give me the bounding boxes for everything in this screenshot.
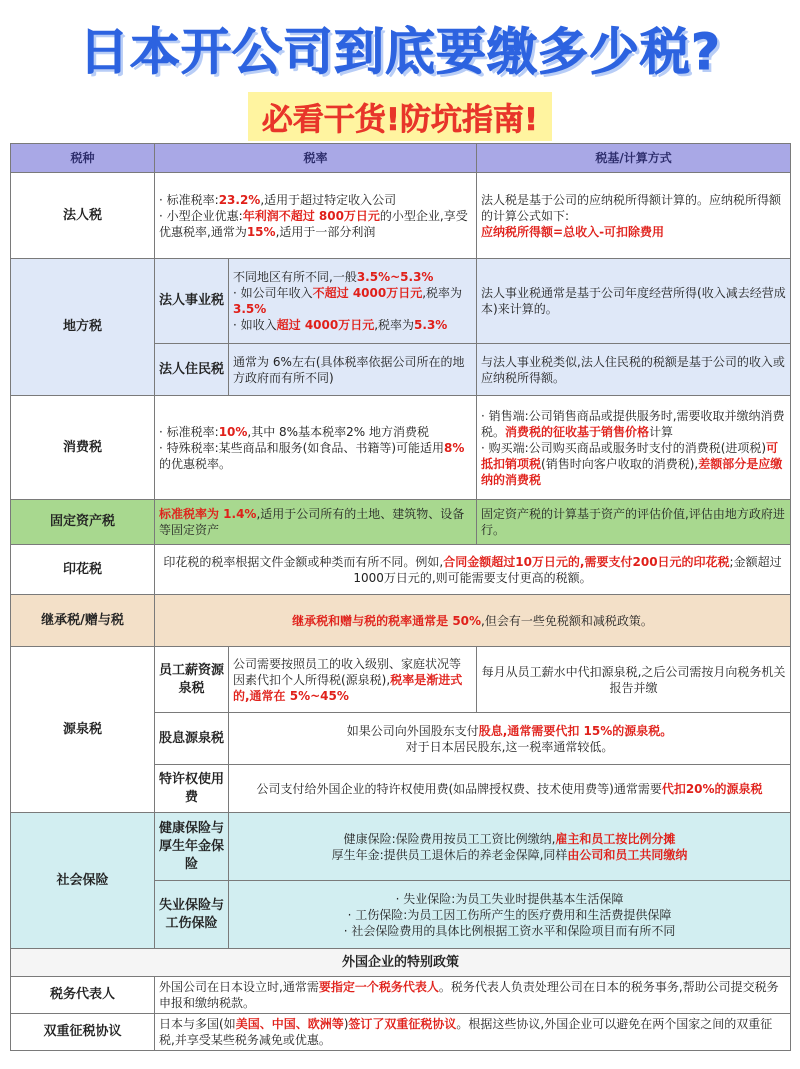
table-row [11,259,791,344]
tax-base: 法人税是基于公司的应纳税所得额计算的。应纳税所得额的计算公式如下: 应纳税所得额=总收入-可扣除费用 [477,173,791,259]
sub-tax-name: 失业保险与工伤保险 [155,881,229,949]
tax-name: 固定资产税 [11,500,155,545]
sub-tax-name: 特许权使用费 [155,765,229,813]
table-row [11,813,791,881]
tax-rate: · 标准税率:23.2%,适用于超过特定收入公司 · 小型企业优惠:年利润不超过 800万日元的小型企业,享受优惠税率,通常为15%,适用于一部分利润 [155,173,477,259]
tax-name: 源泉税 [11,647,155,813]
table-row [11,545,791,595]
tax-detail: 继承税和赠与税的税率通常是 50%,但会有一些免税额和减税政策。 [155,595,791,647]
table-row [11,396,791,500]
tax-detail: 如果公司向外国股东支付股息,通常需要代扣 15%的源泉税。 对于日本居民股东,这一税率通常较低。 [229,713,791,765]
table-row [11,647,791,713]
sub-tax-name: 员工薪资源泉税 [155,647,229,713]
header [0,0,800,143]
sub-tax-name: 法人事业税 [155,259,229,344]
tax-name: 继承税/赠与税 [11,595,155,647]
tax-rate: 不同地区有所不同,一般3.5%~5.3% · 如公司年收入不超过 4000万日元,税率为3.5% · 如收入超过 4000万日元,税率为5.3% [229,259,477,344]
table-row [11,173,791,259]
table-row [11,1014,791,1051]
section-title: 外国企业的特别政策 [11,949,791,977]
tax-rate: 公司需要按照员工的收入级别、家庭状况等因素代扣个人所得税(源泉税),税率是渐进式的,通常在 5%~45% [229,647,477,713]
page-title: 日本开公司到底要缴多少税? [78,23,721,81]
col-base: 税基/计算方式 [477,144,791,173]
tax-detail: 印花税的税率根据文件金额或种类而有所不同。例如,合同金额超过10万日元的,需要支付200日元的印花税;金额超过 1000万日元的,则可能需要支付更高的税额。 [155,545,791,595]
tax-detail: · 失业保险:为员工失业时提供基本生活保障 · 工伤保险:为员工因工伤所产生的医疗费用和生活费提供保障 · 社会保险费用的具体比例根据工资水平和保险项目而有所不同 [229,881,791,949]
tax-base: 固定资产税的计算基于资产的评估价值,评估由地方政府进行。 [477,500,791,545]
tax-base: · 销售端:公司销售商品或提供服务时,需要收取并缴纳消费税。消费税的征收基于销售价格计算 · 购买端:公司购买商品或服务时支付的消费税(进项税)可抵扣销项税(销售时向客户收取的消费税),差额部分是应缴纳的消费税 [477,396,791,500]
tax-name: 消费税 [11,396,155,500]
tax-base: 法人事业税通常是基于公司年度经营所得(收入减去经营成本)来计算的。 [477,259,791,344]
tax-detail: 公司支付给外国企业的特许权使用费(如品牌授权费、技术使用费等)通常需要代扣20%的源泉税 [229,765,791,813]
tax-name: 税务代表人 [11,977,155,1014]
tax-detail: 外国公司在日本设立时,通常需要指定一个税务代表人。税务代表人负责处理公司在日本的税务事务,帮助公司提交税务申报和缴纳税款。 [155,977,791,1014]
sub-tax-name: 法人住民税 [155,344,229,396]
table-row [11,595,791,647]
tax-name: 印花税 [11,545,155,595]
tax-rate: · 标准税率:10%,其中 8%基本税率2% 地方消费税 · 特殊税率:某些商品和服务(如食品、书籍等)可能适用8%的优惠税率。 [155,396,477,500]
table-row [11,977,791,1014]
tax-detail: 日本与多国(如美国、中国、欧洲等)签订了双重征税协议。根据这些协议,外国企业可以避免在两个国家之间的双重征税,并享受某些税务减免或优惠。 [155,1014,791,1051]
sub-tax-name: 股息源泉税 [155,713,229,765]
tax-name: 地方税 [11,259,155,396]
page-subtitle: 必看干货!防坑指南! [248,92,552,141]
tax-name: 社会保险 [11,813,155,949]
section-header [11,949,791,977]
tax-base: 每月从员工薪水中代扣源泉税,之后公司需按月向税务机关报告并缴 [477,647,791,713]
tax-detail: 健康保险:保险费用按员工工资比例缴纳,雇主和员工按比例分摊 厚生年金:提供员工退休后的养老金保障,同样由公司和员工共同缴纳 [229,813,791,881]
tax-rate: 标准税率为 1.4%,适用于公司所有的土地、建筑物、设备等固定资产 [155,500,477,545]
table-row [11,500,791,545]
tax-base: 与法人事业税类似,法人住民税的税额是基于公司的收入或应纳税所得额。 [477,344,791,396]
tax-name: 法人税 [11,173,155,259]
tax-rate: 通常为 6%左右(具体税率依据公司所在的地方政府而有所不同) [229,344,477,396]
tax-name: 双重征税协议 [11,1014,155,1051]
col-rate: 税率 [155,144,477,173]
sub-tax-name: 健康保险与厚生年金保险 [155,813,229,881]
tax-table [10,143,791,1051]
col-tax-type: 税种 [11,144,155,173]
